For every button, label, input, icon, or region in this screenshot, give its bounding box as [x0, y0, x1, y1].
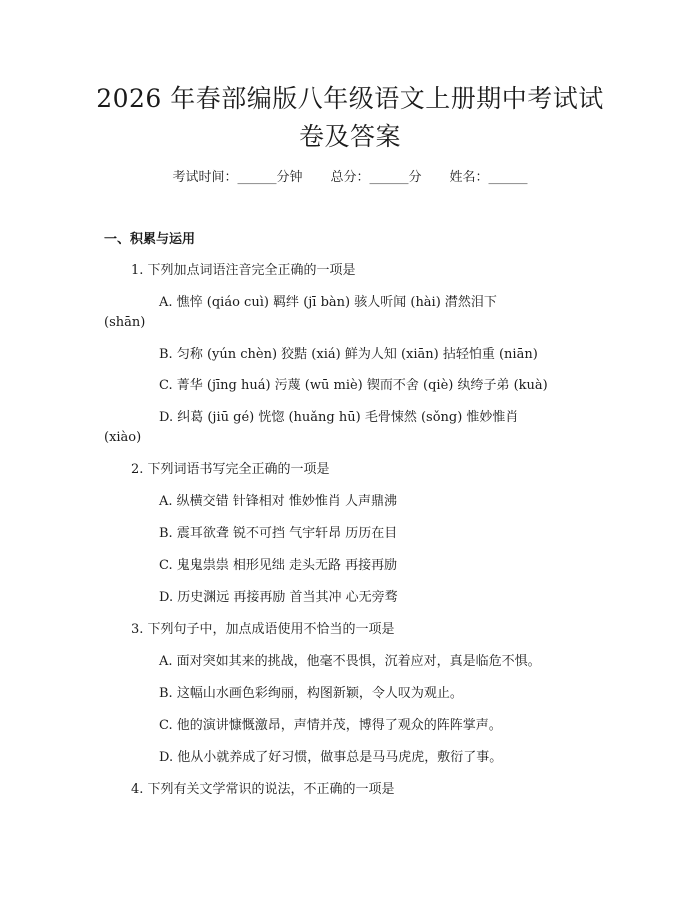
question-1-option-a-wrap: (shān): [104, 315, 146, 330]
student-name-field: 姓名：______: [449, 170, 528, 185]
question-2-option-c: C. 鬼鬼祟祟 相形见绌 走头无路 再接再励: [159, 558, 398, 573]
exam-meta: [0, 168, 700, 188]
section-heading: 一、积累与运用: [104, 232, 196, 247]
question-1-option-a: A. 憔悴 (qiáo cuì) 羁绊 (jī bàn) 骇人听闻 (hài) 潸然泪下: [159, 295, 497, 310]
question-2-stem: 2. 下列词语书写完全正确的一项是: [131, 462, 330, 477]
question-2-option-d: D. 历史渊远 再接再励 首当其冲 心无旁骛: [159, 590, 398, 605]
question-4-stem: 4. 下列有关文学常识的说法，不正确的一项是: [131, 782, 395, 797]
question-2-option-a: A. 纵横交错 针锋相对 惟妙惟肖 人声鼎沸: [159, 494, 398, 509]
exam-time-field: 考试时间：______分钟: [172, 170, 303, 185]
question-1-option-d: D. 纠葛 (jiū gé) 恍惚 (huǎng hū) 毛骨悚然 (sǒng) 惟妙惟肖: [159, 410, 519, 425]
question-1-stem: 1. 下列加点词语注音完全正确的一项是: [131, 263, 356, 278]
question-3-stem: 3. 下列句子中，加点成语使用不恰当的一项是: [131, 622, 395, 637]
question-1-option-c: C. 菁华 (jīng huá) 污蔑 (wū miè) 锲而不舍 (qiè) 纨绔子弟 (kuà): [159, 378, 548, 393]
title-line-1: 2026 年春部编版八年级语文上册期中考试试: [96, 84, 604, 113]
question-3-option-a: A. 面对突如其来的挑战，他毫不畏惧，沉着应对，真是临危不惧。: [159, 654, 541, 669]
total-score-field: 总分：______分: [330, 170, 422, 185]
question-3-option-d: D. 他从小就养成了好习惯，做事总是马马虎虎，敷衍了事。: [159, 750, 503, 765]
title-line-2: 卷及答案: [298, 122, 401, 151]
page-title: [60, 80, 640, 156]
question-2-option-b: B. 震耳欲聋 锐不可挡 气宇轩昂 历历在目: [159, 526, 398, 541]
question-1-option-b: B. 匀称 (yún chèn) 狡黠 (xiá) 鲜为人知 (xiān) 拈轻怕重 (niān): [159, 347, 538, 362]
question-1-option-d-wrap: (xiào): [104, 430, 142, 445]
question-3-option-b: B. 这幅山水画色彩绚丽，构图新颖，令人叹为观止。: [159, 686, 463, 701]
question-3-option-c: C. 他的演讲慷慨激昂，声情并茂，博得了观众的阵阵掌声。: [159, 718, 502, 733]
